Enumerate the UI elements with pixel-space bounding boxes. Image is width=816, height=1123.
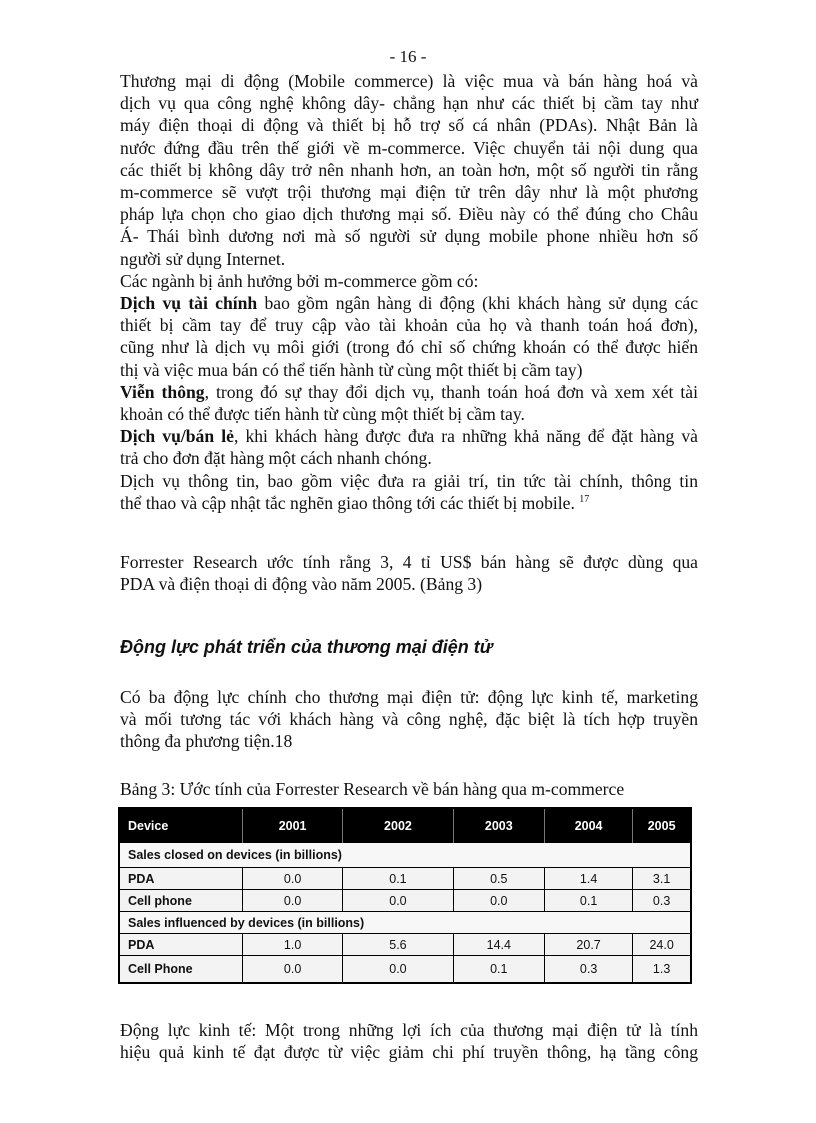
economic-paragraph: [120, 1019, 698, 1063]
financial-services-line: [120, 292, 698, 314]
value-cell: 0.0: [343, 890, 453, 912]
forecast-table: [118, 807, 692, 984]
industries-intro: Các ngành bị ảnh hưởng bởi m-commerce gồm có:: [120, 270, 479, 291]
text-line: bao gồm ngân hàng di động (khi khách hàng sử dụng các: [257, 293, 699, 314]
text-line: dịch vụ qua công nghệ không dây- chẳng hạn như các thiết bị cầm tay như: [120, 93, 698, 114]
text-line: Dịch vụ thông tin, bao gồm việc đưa ra giải trí, tin tức tài chính, thông tin: [120, 470, 698, 491]
device-cell: PDA: [119, 868, 242, 890]
retail-term: Dịch vụ/bán lẻ: [120, 426, 234, 447]
device-cell: Cell Phone: [119, 956, 242, 984]
telecom-line: [120, 381, 698, 403]
value-cell: 0.3: [633, 890, 691, 912]
text-line: Forrester Research ước tính rằng 3, 4 tỉ US$ bán hàng sẽ được dùng qua: [120, 552, 698, 572]
device-cell: Cell phone: [119, 890, 242, 912]
info-last-line: [120, 492, 698, 514]
text-line: nước đứng đầu trên thế giới về m-commerce. Việc chuyển tải nội dung qua: [120, 137, 698, 158]
text-line: , khi khách hàng được đưa ra những khả năng để đặt hàng và: [233, 426, 698, 447]
value-cell: 0.0: [242, 890, 342, 912]
value-cell: 0.3: [544, 956, 632, 984]
financial-services-term: Dịch vụ tài chính: [120, 293, 258, 314]
text-line: người sử dụng Internet.: [120, 248, 286, 269]
text-line: Có ba động lực chính cho thương mại điện tử: động lực kinh tế, marketing: [120, 687, 698, 707]
section-title: Sales influenced by devices (in billions): [119, 912, 691, 934]
text-line: thị và việc mua bán có thể tiến hành từ cùng một thiết bị cầm tay): [120, 359, 583, 380]
value-cell: 1.0: [242, 934, 342, 956]
section-title: Sales closed on devices (in billions): [119, 843, 691, 868]
device-cell: PDA: [119, 934, 242, 956]
text-line: Á- Thái bình dương nơi mà số người sử dụng mobile phone nhiều hơn số: [120, 226, 698, 247]
value-cell: 14.4: [453, 934, 544, 956]
text-line: m-commerce sẽ vượt trội thương mại điện tử trên dây như là một phương: [120, 182, 698, 203]
footnote-17: 17: [579, 494, 590, 505]
text-line: và mối tương tác với khách hàng và công nghệ, đặc biệt là tích hợp truyền: [120, 709, 698, 730]
value-cell: 0.1: [453, 956, 544, 984]
table-header-row: [119, 808, 691, 843]
text-line: cũng như là dịch vụ môi giới (trong đó chỉ số chứng khoán có thể được hiển: [120, 337, 698, 358]
table-caption: [120, 778, 698, 800]
page-number: - 16 -: [389, 47, 427, 66]
text-line: Động lực kinh tế: Một trong những lợi ích của thương mại điện tử là tính: [120, 1020, 698, 1040]
value-cell: 1.4: [544, 868, 632, 890]
table-caption-text: Bảng 3: Ước tính của Forrester Research về bán hàng qua m-commerce: [120, 779, 625, 799]
value-cell: 3.1: [633, 868, 691, 890]
value-cell: 0.0: [242, 868, 342, 890]
value-cell: 24.0: [633, 934, 691, 956]
header-device: Device: [119, 808, 242, 843]
header-2002: 2002: [343, 808, 453, 843]
header-2001: 2001: [242, 808, 342, 843]
table-row: [119, 868, 691, 890]
telecom-term: Viễn thông: [120, 381, 205, 402]
text-line: khoản có thể được tiến hành từ cùng một thiết bị cầm tay.: [120, 404, 525, 425]
text-line: thông đa phương tiện.18: [120, 731, 293, 752]
text-line: Thương mại di động (Mobile commerce) là việc mua và bán hàng hoá và: [120, 71, 698, 91]
section-row: [119, 912, 691, 934]
value-cell: 0.5: [453, 868, 544, 890]
header-2003: 2003: [453, 808, 544, 843]
text-line: thể thao và cập nhật tắc nghẽn giao thông tới các thiết bị mobile.: [120, 492, 580, 513]
retail-line: [120, 425, 698, 447]
table-row: [119, 956, 691, 984]
header-2005: 2005: [633, 808, 691, 843]
text-line: , trong đó sự thay đổi dịch vụ, thanh toán hoá đơn và xem xét tài: [204, 381, 698, 402]
value-cell: 0.0: [343, 956, 453, 984]
section-heading: Động lực phát triển của thương mại điện tử: [120, 637, 493, 657]
text-line: các thiết bị không dây trở nên nhanh hơn, an toàn hơn, một số người tin rằng: [120, 159, 698, 180]
text-line: pháp lựa chọn cho giao dịch thương mại số. Điều này có thể đúng cho Châu: [120, 204, 698, 225]
value-cell: 0.0: [453, 890, 544, 912]
value-cell: 5.6: [343, 934, 453, 956]
value-cell: 20.7: [544, 934, 632, 956]
text-line: máy điện thoại di động và thiết bị hỗ trợ số cá nhân (PDAs). Nhật Bản là: [120, 115, 698, 136]
header-2004: 2004: [544, 808, 632, 843]
text-line: trả cho đơn đặt hàng một cách nhanh chóng.: [120, 448, 432, 469]
text-line: hiệu quả kinh tế đạt được từ việc giảm chi phí truyền thông, hạ tầng công: [120, 1042, 698, 1063]
table-row: [119, 934, 691, 956]
intro-paragraph: [120, 70, 698, 514]
value-cell: 0.0: [242, 956, 342, 984]
value-cell: 0.1: [544, 890, 632, 912]
table-row: [119, 890, 691, 912]
text-line: thiết bị cầm tay để truy cập vào tài khoản của họ và thanh toán hoá đơn),: [120, 315, 698, 336]
drivers-paragraph: [120, 686, 698, 753]
section-row: [119, 843, 691, 868]
value-cell: 1.3: [633, 956, 691, 984]
text-line: PDA và điện thoại di động vào năm 2005. (Bảng 3): [120, 574, 483, 595]
value-cell: 0.1: [343, 868, 453, 890]
forrester-paragraph: [120, 551, 698, 595]
